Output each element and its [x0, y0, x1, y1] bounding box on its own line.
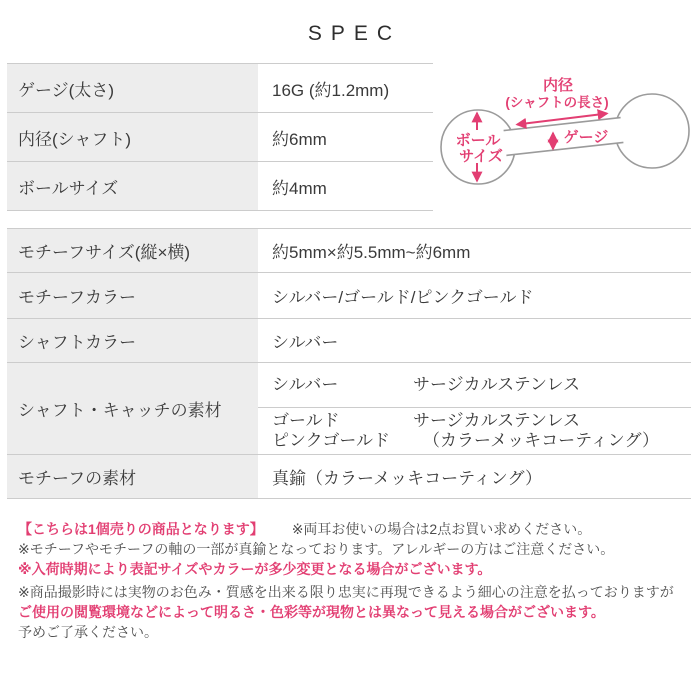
ball-size-sublabel: サイズ [459, 148, 503, 165]
table-row [7, 229, 691, 273]
row-label: シャフト・キャッチの素材 [7, 363, 258, 454]
material-color-line: ゴールド [272, 411, 340, 430]
row-value: 約5mm×約5.5mm~約6mm [258, 229, 691, 272]
material-name: サージカルステンレス [413, 375, 581, 394]
row-value: 約6mm [258, 113, 433, 161]
row-label: モチーフカラー [7, 273, 258, 318]
spec-table-top [7, 63, 433, 211]
material-color: シルバー [272, 375, 339, 394]
material-color-line: ピンクゴールド [272, 431, 390, 450]
note-photo-accuracy: ※商品撮影時には実物のお色み・質感を出来る限り忠実に再現できるよう細心の注意を払っておりますが [18, 584, 674, 600]
ball-size-label: ボール [455, 132, 501, 149]
inner-diameter-sublabel: (シャフトの長さ) [505, 95, 609, 110]
material-color [258, 411, 413, 451]
row-value: シルバー/ゴールド/ピンクゴールド [258, 273, 691, 318]
material-name-line: （カラーメッキコーティング） [423, 431, 659, 450]
barbell-size-diagram [428, 64, 700, 222]
row-value [258, 363, 691, 454]
note-single-item [18, 519, 690, 539]
table-row-material [7, 363, 691, 455]
table-row [7, 319, 691, 363]
table-row [7, 162, 433, 211]
row-label: 内径(シャフト) [7, 113, 258, 161]
note-understanding: 予めご了承ください。 [18, 624, 158, 640]
note-single-item-highlight: 【こちらは1個売りの商品となります】 [18, 521, 264, 537]
table-row [7, 113, 433, 162]
row-value: シルバー [258, 319, 691, 362]
spec-table-main [7, 228, 691, 499]
note-allergy: ※モチーフやモチーフの軸の一部が真鍮となっております。アレルギーの方はご注意ください。 [18, 541, 615, 557]
material-name [413, 411, 691, 451]
row-value: 真鍮（カラーメッキコーティング） [258, 455, 691, 498]
note-display-difference: ご使用の閲覧環境などによって明るさ・色彩等が現物とは異なって見える場合がございます。 [18, 604, 605, 620]
notes-section [18, 519, 690, 642]
row-value: 16G (約1.2mm) [258, 64, 433, 112]
table-row [7, 64, 433, 113]
row-label: ボールサイズ [7, 162, 258, 210]
row-value: 約4mm [258, 162, 433, 210]
material-subrow [258, 363, 691, 408]
row-label: シャフトカラー [7, 319, 258, 362]
row-label: ゲージ(太さ) [7, 64, 258, 112]
table-row [7, 455, 691, 499]
table-row [7, 273, 691, 319]
material-name-line: サージカルステンレス [413, 411, 581, 430]
inner-diameter-label: 内径 [542, 77, 574, 94]
gauge-label: ゲージ [563, 129, 609, 146]
page-title: SPEC [307, 22, 402, 45]
note-both-ears: ※両耳お使いの場合は2点お買い求めください。 [291, 521, 592, 537]
material-subrow [258, 408, 691, 454]
row-label: モチーフの素材 [7, 455, 258, 498]
row-label: モチーフサイズ(縦×横) [7, 229, 258, 272]
note-size-change: ※入荷時期により表記サイズやカラーが多少変更となる場合がございます。 [18, 561, 492, 577]
